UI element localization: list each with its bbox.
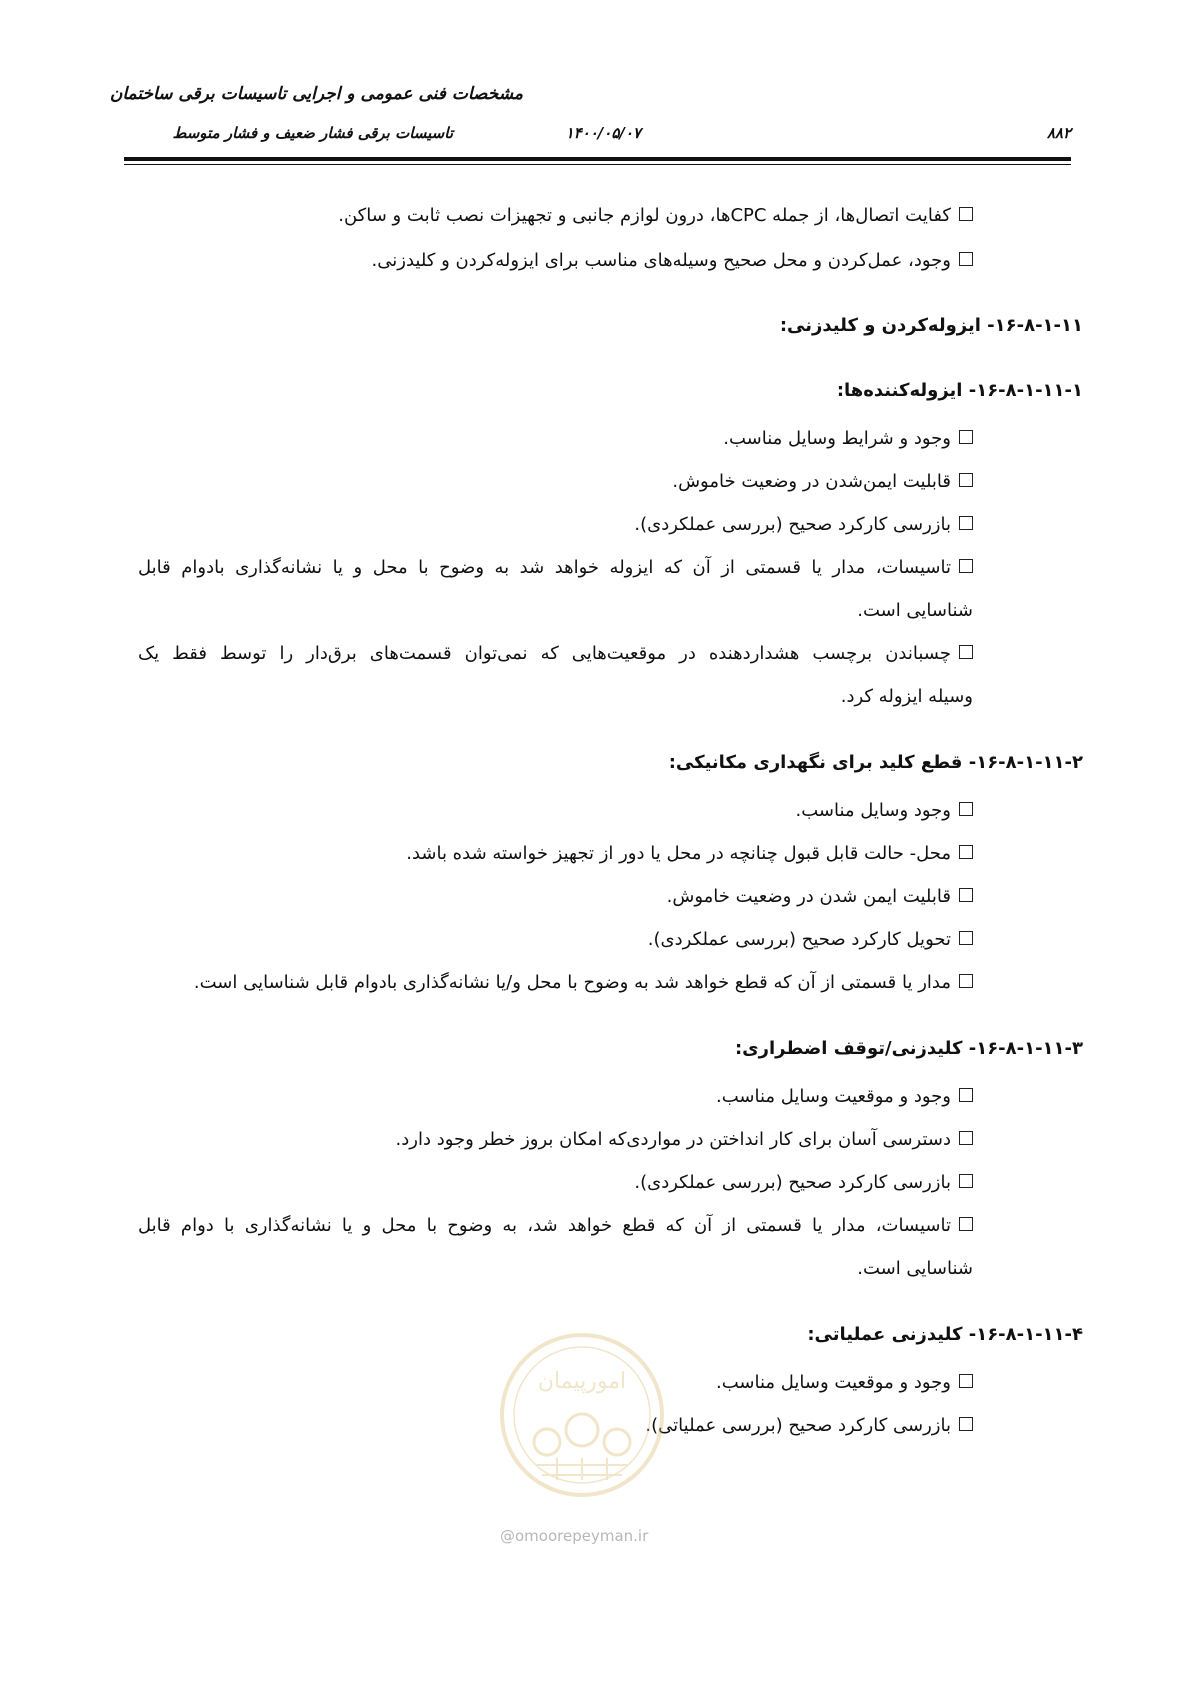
- checkbox-icon: [959, 516, 973, 530]
- checklist-item: دسترسی آسان برای کار انداختن در مواردی‌که امکان بروز خطر وجود دارد.: [396, 1127, 973, 1153]
- checklist-item-continuation: شناسایی است.: [857, 1258, 973, 1279]
- section-heading-mechanical-maintenance: ۱۶-۸-۱-۱۱-۲- قطع کلید برای نگهداری مکانیکی:: [668, 752, 1083, 773]
- checkbox-icon: [959, 559, 973, 573]
- header-subtitle: تاسیسات برقی فشار ضعیف و فشار متوسط: [172, 124, 453, 142]
- checkbox-icon: [959, 1374, 973, 1388]
- checkbox-icon: [959, 1217, 973, 1231]
- header-date: ۱۴۰۰/۰۵/۰۷: [565, 124, 641, 142]
- section-heading-functional-switching: ۱۶-۸-۱-۱۱-۴- کلیدزنی عملیاتی:: [807, 1324, 1083, 1345]
- checklist-item: قابلیت ایمن‌شدن در وضعیت خاموش.: [672, 469, 973, 495]
- checklist-item: بازرسی کارکرد صحیح (بررسی عملکردی).: [634, 512, 973, 538]
- checkbox-icon: [959, 207, 973, 221]
- section-heading-main: ۱۶-۸-۱-۱۱- ایزوله‌کردن و کلیدزنی:: [779, 315, 1083, 336]
- checklist-item: وجود، عمل‌کردن و محل صحیح وسیله‌های مناسب برای ایزوله‌کردن و کلیدزنی.: [372, 248, 973, 274]
- checklist-item: بازرسی کارکرد صحیح (بررسی عملکردی).: [634, 1170, 973, 1196]
- checklist-item-continuation: وسیله ایزوله کرد.: [840, 686, 973, 707]
- checkbox-icon: [959, 802, 973, 816]
- checklist-item: تحویل کارکرد صحیح (بررسی عملکردی).: [648, 927, 973, 953]
- checklist-item: کفایت اتصال‌ها، از جمله CPCها، درون لوازم جانبی و تجهیزات نصب ثابت و ساکن.: [338, 203, 973, 229]
- checklist-item: بازرسی کارکرد صحیح (بررسی عملیاتی).: [645, 1413, 973, 1439]
- checklist-item: وجود و موقعیت وسایل مناسب.: [716, 1370, 973, 1396]
- checkbox-icon: [959, 888, 973, 902]
- checklist-item: قابلیت ایمن شدن در وضعیت خاموش.: [667, 884, 973, 910]
- checkbox-icon: [959, 473, 973, 487]
- watermark-url: @omoorepeyman.ir: [500, 1527, 649, 1545]
- page-number: ۸۸۲: [1046, 124, 1071, 142]
- checkbox-icon: [959, 645, 973, 659]
- header-title: مشخصات فنی عمومی و اجرایی تاسیسات برقی ساختمان: [109, 84, 523, 104]
- checklist-item: محل- حالت قابل قبول چنانچه در محل یا دور از تجهیز خواسته شده باشد.: [406, 841, 973, 867]
- checklist-item: تاسیسات، مدار یا قسمتی از آن که ایزوله خواهد شد به وضوح با محل و یا نشانه‌گذاری بادوام قابل: [138, 555, 973, 581]
- checkbox-icon: [959, 1088, 973, 1102]
- checklist-item-continuation: شناسایی است.: [857, 600, 973, 621]
- checkbox-icon: [959, 1131, 973, 1145]
- checkbox-icon: [959, 252, 973, 266]
- checklist-item: مدار یا قسمتی از آن که قطع خواهد شد به وضوح با محل و/یا نشانه‌گذاری بادوام قابل شناسایی است.: [194, 970, 973, 996]
- checkbox-icon: [959, 974, 973, 988]
- checkbox-icon: [959, 1174, 973, 1188]
- checkbox-icon: [959, 931, 973, 945]
- watermark-logo: [497, 1330, 667, 1500]
- checklist-item: وجود و موقعیت وسایل مناسب.: [716, 1084, 973, 1110]
- checklist-item: وجود و شرایط وسایل مناسب.: [723, 426, 973, 452]
- section-heading-emergency-stop: ۱۶-۸-۱-۱۱-۳- کلیدزنی/توقف اضطراری:: [734, 1038, 1083, 1059]
- checklist-item: چسباندن برچسب هشداردهنده در موقعیت‌هایی که نمی‌توان قسمت‌های برق‌دار را توسط فقط یک: [138, 641, 973, 667]
- section-heading-isolators: ۱۶-۸-۱-۱۱-۱- ایزوله‌کننده‌ها:: [836, 380, 1083, 401]
- watermark-logo-text: امورپیمان: [537, 1369, 627, 1394]
- checkbox-icon: [959, 845, 973, 859]
- checkbox-icon: [959, 430, 973, 444]
- checklist-item: وجود وسایل مناسب.: [795, 798, 973, 824]
- checkbox-icon: [959, 1417, 973, 1431]
- checklist-item: تاسیسات، مدار یا قسمتی از آن که قطع خواهد شد، به وضوح با محل و یا نشانه‌گذاری با دوام قابل: [138, 1213, 973, 1239]
